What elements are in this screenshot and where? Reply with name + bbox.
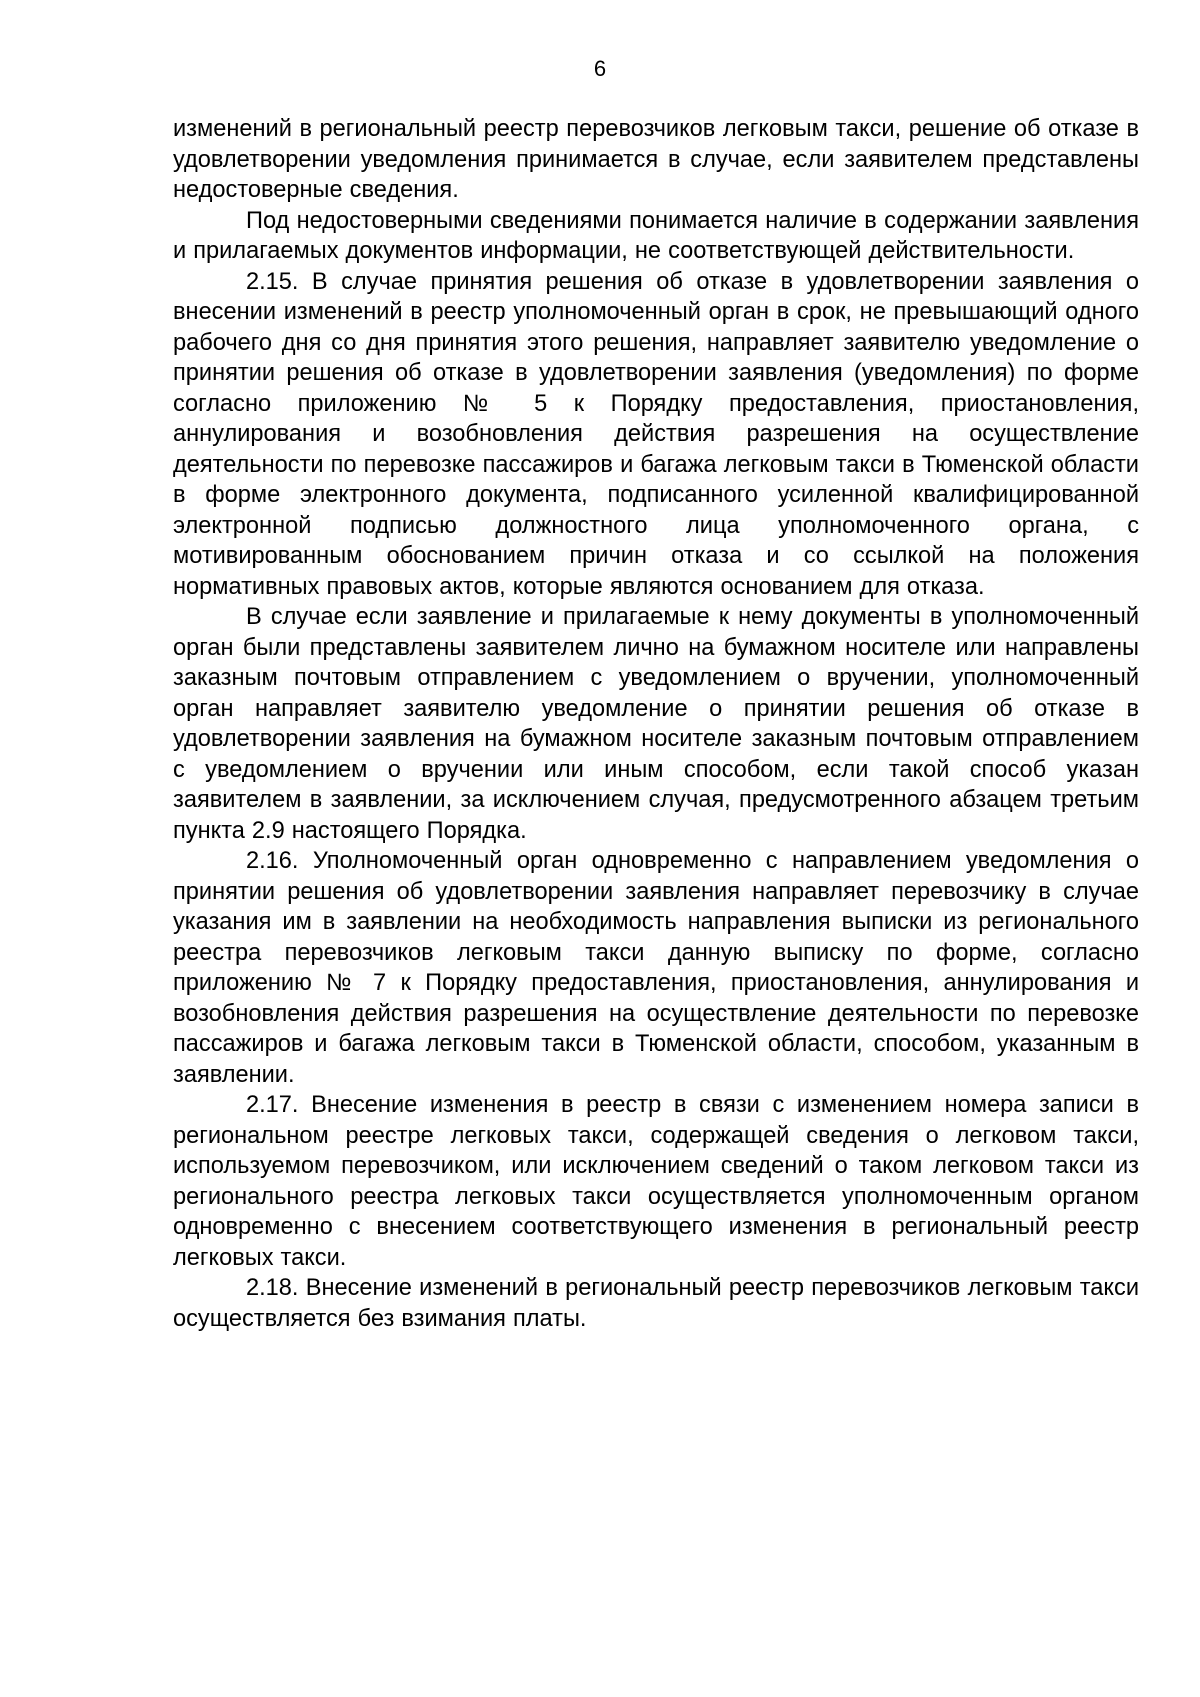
paragraph-2-18: 2.18. Внесение изменений в региональный реестр перевозчиков легковым такси осуществляется без взимания платы. — [173, 1275, 1139, 1332]
document-body — [173, 114, 1139, 1334]
paragraph-unreliable-info: Под недостоверными сведениями понимается наличие в содержании заявления и прилагаемых документов информации, не соответствующей действительности. — [173, 207, 1139, 264]
paragraph-2-16: 2.16. Уполномоченный орган одновременно с направлением уведомления о принятии решения об удовлетворении заявления направляет перевозчику в случае указания им в заявлении на необходимость направления выписки из регионального реестра перевозчиков легковым такси данную выписку по форме, согласно приложению № 7 к Порядку предоставления, приостановления, аннулирования и возобновления действия разрешения на осуществление деятельности по перевозке пассажиров и багажа легковым такси в Тюменской области, способом, указанным в заявлении. — [173, 848, 1139, 1088]
paragraph-continuation: изменений в региональный реестр перевозчиков легковым такси, решение об отказе в удовлетворении уведомления принимается в случае, если заявителем представлены недостоверные сведения. — [173, 116, 1139, 203]
paragraph-2-17: 2.17. Внесение изменения в реестр в связи с изменением номера записи в региональном реестре легковых такси, содержащей сведения о легковом такси, используемом перевозчиком, или исключением сведений о таком легковом такси из регионального реестра легковых такси осуществляется уполномоченным органом одновременно с внесением соответствующего изменения в региональный реестр легковых такси. — [173, 1092, 1139, 1271]
paragraph-paper-notice: В случае если заявление и прилагаемые к нему документы в уполномоченный орган были представлены заявителем лично на бумажном носителе или направлены заказным почтовым отправлением с уведомлением о вручении, уполномоченный орган направляет заявителю уведомление о принятии решения об отказе в удовлетворении заявления на бумажном носителе заказным почтовым отправлением с уведомлением о вручении или иным способом, если такой способ указан заявителем в заявлении, за исключением случая, предусмотренного абзацем третьим пункта 2.9 настоящего Порядка. — [173, 604, 1139, 844]
page-number: 6 — [593, 56, 607, 81]
paragraph-2-15: 2.15. В случае принятия решения об отказе в удовлетворении заявления о внесении изменений в реестр уполномоченный орган в срок, не превышающий одного рабочего дня со дня принятия этого решения, направляет заявителю уведомление о принятии решения об отказе в удовлетворении заявления (уведомления) по форме согласно приложению № 5 к Порядку предоставления, приостановления, аннулирования и возобновления действия разрешения на осуществление деятельности по перевозке пассажиров и багажа легковым такси в Тюменской области в форме электронного документа, подписанного усиленной квалифицированной электронной подписью должностного лица уполномоченного органа, с мотивированным обоснованием причин отказа и со ссылкой на положения нормативных правовых актов, которые являются основанием для отказа. — [173, 268, 1139, 600]
